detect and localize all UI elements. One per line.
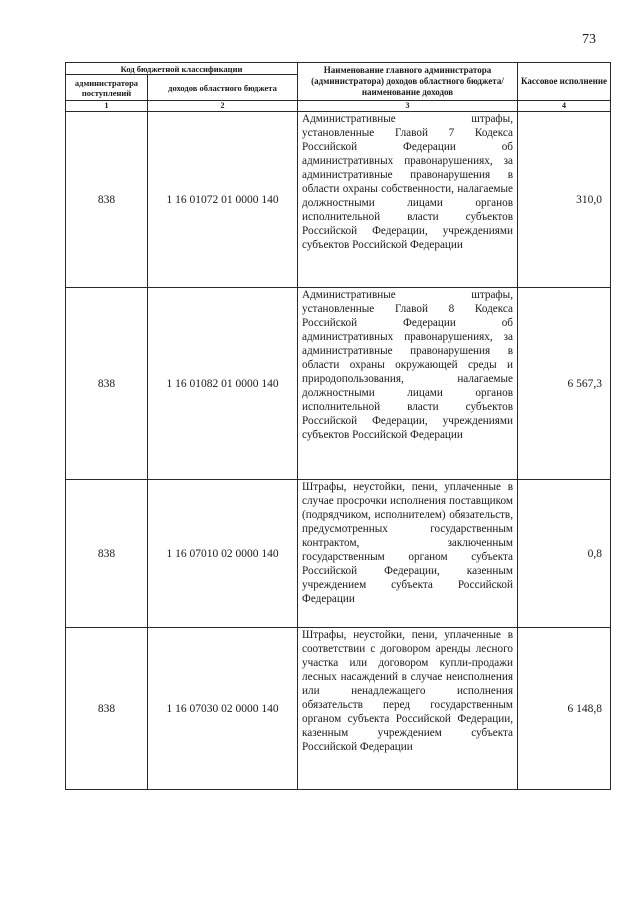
- row-income-code: 1 16 01082 01 0000 140: [148, 288, 298, 480]
- page-number: 73: [582, 32, 596, 47]
- header-name-column: Наименование главного администратора (администратора) доходов областного бюджета/ наименование доходов: [298, 63, 518, 101]
- row-admin-code: 838: [66, 112, 148, 288]
- row-admin-code: 838: [66, 480, 148, 628]
- table-row: [66, 628, 611, 790]
- table-row: [66, 480, 611, 628]
- table-row: [66, 112, 611, 288]
- column-number-3: 3: [298, 101, 518, 112]
- row-income-code: 1 16 07010 02 0000 140: [148, 480, 298, 628]
- row-admin-code: 838: [66, 628, 148, 790]
- row-amount: 0,8: [518, 480, 611, 628]
- header-amount-column: Кассовое исполнение: [518, 63, 611, 101]
- row-admin-code: 838: [66, 288, 148, 480]
- table-row: [66, 288, 611, 480]
- row-income-name: Административные штрафы, установленные Главой 7 Кодекса Российской Федерации об административных правонарушениях, за административные правонарушения в области охраны собственности, налагаемые должностными лицами органов исполнительной власти субъектов Российской Федерации, учреждениями субъектов Российской Федерации: [298, 112, 518, 288]
- column-number-2: 2: [148, 101, 298, 112]
- row-income-code: 1 16 01072 01 0000 140: [148, 112, 298, 288]
- row-amount: 6 567,3: [518, 288, 611, 480]
- row-amount: 6 148,8: [518, 628, 611, 790]
- row-income-name: Административные штрафы, установленные Главой 8 Кодекса Российской Федерации об административных правонарушениях, за административные правонарушения в области охраны окружающей среды и природопользования, налагаемые должностными лицами органов исполнительной власти субъектов Российской Федерации, учреждениями субъектов Российской Федерации: [298, 288, 518, 480]
- budget-classification-table: [65, 62, 611, 790]
- header-income-column: доходов областного бюджета: [148, 75, 298, 101]
- header-admin-column: администратора поступлений: [66, 75, 148, 101]
- row-income-name: Штрафы, неустойки, пени, уплаченные в случае просрочки исполнения поставщиком (подрядчиком, исполнителем) обязательств, предусмотренных государственным контрактом, заключенным государственным органом субъекта Российской Федерации, казенным учреждением субъекта Российской Федерации: [298, 480, 518, 628]
- column-number-1: 1: [66, 101, 148, 112]
- row-income-code: 1 16 07030 02 0000 140: [148, 628, 298, 790]
- row-amount: 310,0: [518, 112, 611, 288]
- column-number-4: 4: [518, 101, 611, 112]
- header-classification-group: Код бюджетной классификации: [66, 63, 298, 75]
- row-income-name: Штрафы, неустойки, пени, уплаченные в соответствии с договором аренды лесного участка или договором купли-продажи лесных насаждений в случае неисполнения или ненадлежащего исполнения обязательств перед государственным органом субъекта Российской Федерации, казенным учреждением субъекта Российской Федерации: [298, 628, 518, 790]
